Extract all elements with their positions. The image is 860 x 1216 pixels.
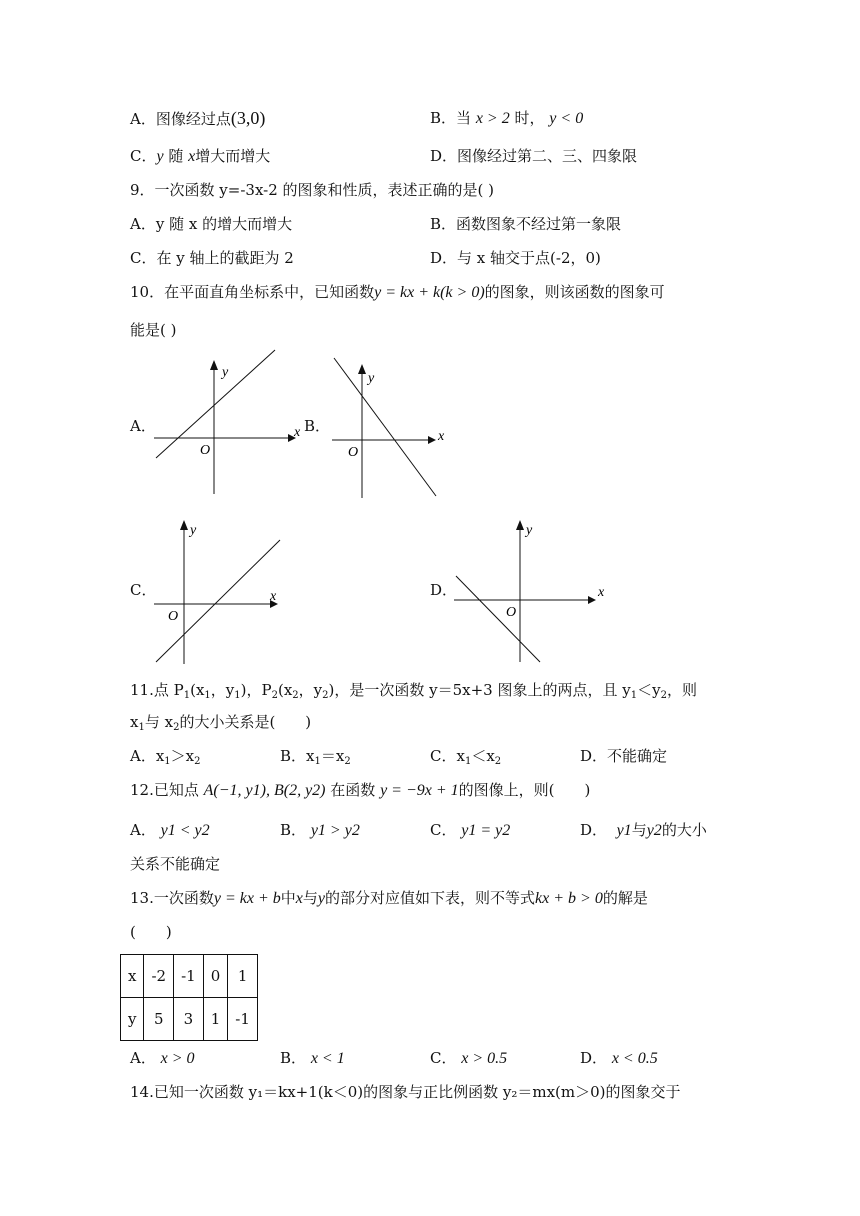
table-row (121, 955, 258, 998)
q10-option-d-label: D． (430, 581, 458, 599)
q8-option-c: C．y 随 x增大而增大 (130, 147, 271, 165)
q12-stem: 12.已知点 A(−1, y1), B(2, y2) 在函数 y = −9x + 1的图像上，则( ) (130, 781, 591, 799)
q12-option-c: C． y1 = y2 (430, 821, 511, 839)
q9-stem: 9．一次函数 y=-3x-2 的图象和性质，表述正确的是( ) (130, 181, 495, 199)
svg-text:O: O (168, 609, 179, 624)
q10-graph-d (452, 516, 612, 666)
table-cell: 1 (203, 998, 228, 1041)
svg-text:x: x (270, 589, 277, 604)
svg-text:y: y (222, 365, 229, 380)
svg-text:O: O (506, 605, 517, 620)
q9-option-b: B．函数图象不经过第一象限 (430, 215, 622, 233)
table-cell: y (121, 998, 144, 1041)
q14-stem: 14.已知一次函数 y₁＝kx+1(k＜0)的图象与正比例函数 y₂＝mx(m＞0)的图象交于 (130, 1083, 681, 1101)
svg-text:x: x (438, 429, 445, 444)
q9-option-d: D．与 x 轴交于点(-2，0) (430, 249, 601, 267)
q11-option-c: C．$x_1<x_2$ (430, 747, 502, 767)
q10-stem: 10．在平面直角坐标系中，已知函数y = kx + k(k > 0)的图象，则该函数的图象可 (130, 283, 665, 301)
svg-text:x: x (294, 425, 301, 440)
table-cell: -1 (174, 955, 204, 998)
q12-option-a: A． y1 < y2 (130, 821, 210, 839)
table-cell: 1 (228, 955, 258, 998)
table-cell: 3 (174, 998, 204, 1041)
q10-graph-a (150, 348, 310, 498)
q11-option-d: D．不能确定 (580, 747, 668, 765)
svg-text:y: y (368, 371, 375, 386)
q13-stem: 13.一次函数y = kx + b中x与y的部分对应值如下表，则不等式kx + b > 0的解是 (130, 889, 648, 907)
svg-text:O: O (200, 443, 211, 458)
table-cell: 0 (203, 955, 228, 998)
q12-option-b: B． y1 > y2 (280, 821, 360, 839)
q13-option-b: B． x < 1 (280, 1049, 345, 1067)
q10-stem-line2: 能是( ) (130, 321, 177, 339)
svg-text:x: x (598, 585, 605, 600)
q10-graph-b (330, 356, 460, 501)
q12-option-d-line2: 关系不能确定 (130, 855, 221, 873)
q8-option-a: A．图像经过点(3,0) (130, 108, 266, 128)
q12-option-d: D． y1与y2的大小 (580, 821, 707, 839)
q10-option-a-label: A． (130, 417, 156, 435)
q9-option-a: A．y 随 x 的增大而增大 (130, 215, 293, 233)
table-row (121, 998, 258, 1041)
q11-option-a: A．$x_1>x_2$ (130, 747, 201, 767)
q13-option-d: D． x < 0.5 (580, 1049, 658, 1067)
svg-text:O: O (348, 445, 359, 460)
table-cell: x (121, 955, 144, 998)
q13-option-c: C． x > 0.5 (430, 1049, 508, 1067)
q8-option-b: B．当 x > 2 时， y < 0 (430, 109, 584, 127)
q13-option-a: A． x > 0 (130, 1049, 195, 1067)
q11-stem-line2: $x_1$与 $x_2$的大小关系是( ) (130, 713, 312, 733)
q13-stem-line2: ( ) (130, 923, 172, 941)
q10-option-b-label: B． (304, 417, 331, 435)
q11-stem: 11.点 $P_1(x_1$，$y_1$)，$P_2(x_2$，$y_2$)，是一次函数 y＝5x+3 图象上的两点，且 $y_1<y_2$，则 (130, 681, 697, 701)
svg-text:y: y (190, 523, 197, 538)
value-table (120, 954, 258, 1041)
q10-graph-c (152, 516, 292, 666)
q8-option-d: D．图像经过第二、三、四象限 (430, 147, 638, 165)
q9-option-c: C．在 y 轴上的截距为 2 (130, 249, 294, 267)
table-cell: 5 (144, 998, 174, 1041)
table-cell: -1 (228, 998, 258, 1041)
q10-option-c-label: C． (130, 581, 157, 599)
svg-text:y: y (526, 523, 533, 538)
table-cell: -2 (144, 955, 174, 998)
q11-option-b: B．$x_1=x_2$ (280, 747, 351, 767)
